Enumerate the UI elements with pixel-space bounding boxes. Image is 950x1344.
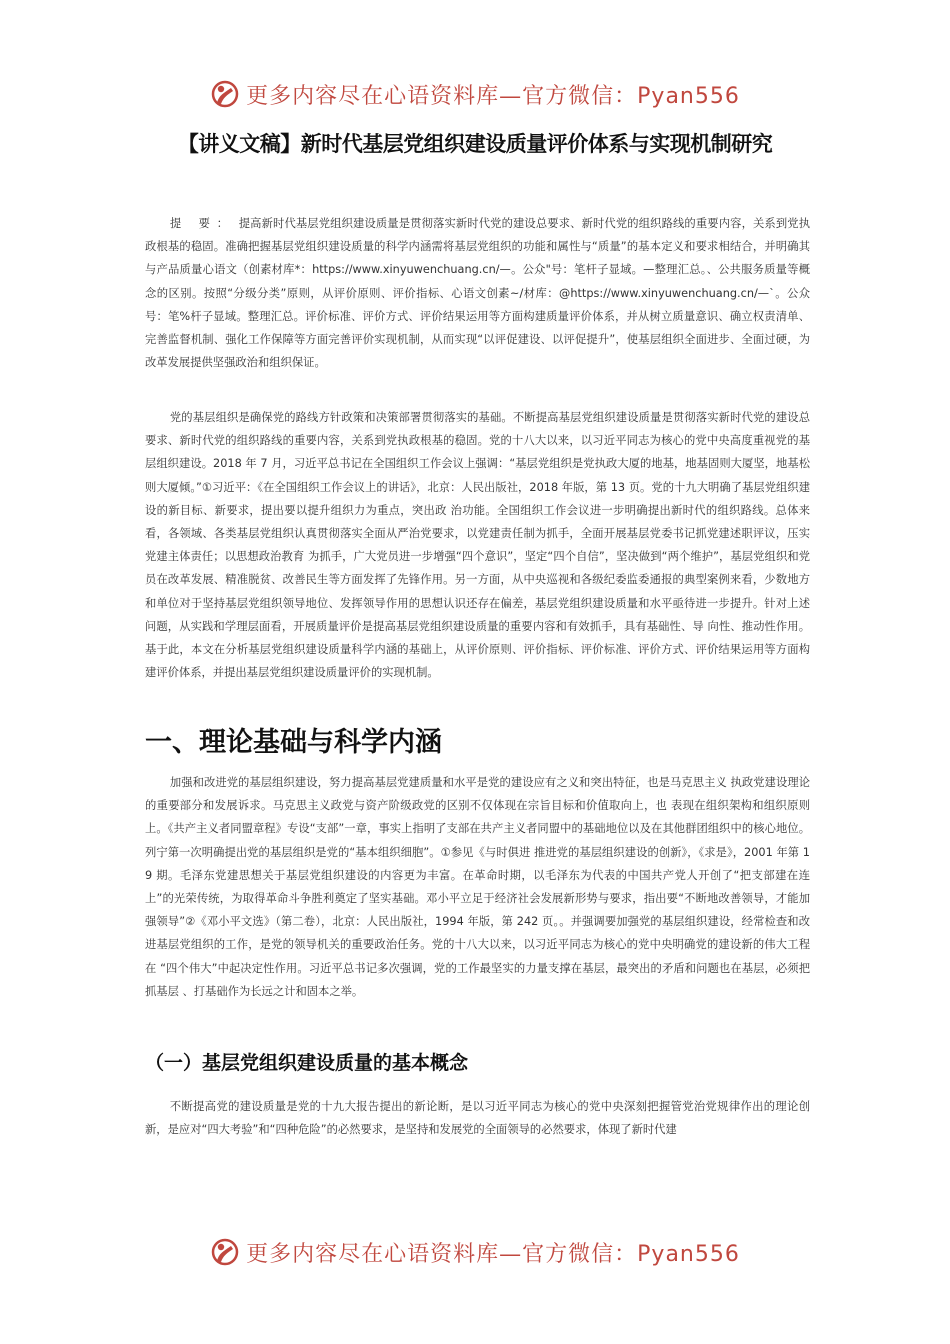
footer-banner: [0, 1232, 950, 1272]
intro-paragraph: 党的基层组织是确保党的路线方针政策和决策部署贯彻落实的基础。不断提高基层党组织建设质量是贯彻落实新时代党的建设总要求、新时代党的组织路线的重要内容，关系到党执政根基的稳固。党的十八大以来，以习近平同志为核心的党中央高度重视党的基层组织建设。2018 年 7 月，习近平总书记在全国组织工作会议上强调：“基层党组织是党执政大厦的地基，地基固则大厦坚，地基松则大厦倾。”①习近平：《在全国组织工作会议上的讲话》，北京：人民出版社，2018 年版，第 13 页。党的十九大明确了基层党组织建设的新目标、新要求，提出要以提升组织力为重点，突出政 治功能。全国组织工作会议进一步明确提出新时代的组织路线。总体来看，各领域、各类基层党组织认真贯彻落实全面从严治党要求，以党建责任制为抓手，全面开展基层党委书记抓党建述职评议，压实党建主体责任；以思想政治教育 为抓手，广大党员进一步增强“四个意识”，坚定“四个自信”，坚决做到“两个维护”，基层党组织和党员在改革发展、精准脱贫、改善民生等方面发挥了先锋作用。另一方面，从中央巡视和各级纪委监委通报的典型案例来看，少数地方和单位对于坚持基层党组织领导地位、发挥领导作用的思想认识还存在偏差，基层党组织建设质量和水平亟待进一步提升。针对上述问题，从实践和学理层面看，开展质量评价是提高基层党组织建设质量的重要内容和有效抓手，具有基础性、导 向性、推动性作用。基于此，本文在分析基层党组织建设质量科学内涵的基础上，从评价原则、评价指标、评价标准、评价方式、评价结果运用等方面构建评价体系，并提出基层党组织建设质量评价的实现机制。: [145, 411, 810, 680]
section1-body: [145, 771, 810, 1003]
document-title: 【讲义文稿】新时代基层党组织建设质量评价体系与实现机制研究: [177, 132, 773, 156]
stylized-figure-logo-icon: [210, 1237, 240, 1267]
subsection1-paragraph: 不断提高党的建设质量是党的十九大报告提出的新论断，是以习近平同志为核心的党中央深刻把握管党治党规律作出的理论创新，是应对“四大考验”和“四种危险”的必然要求，是坚持和发展党的全面领导的必然要求，体现了新时代建: [145, 1100, 810, 1137]
subsection1-heading: （一）基层党组织建设质量的基本概念: [145, 1052, 469, 1074]
abstract-paragraph: [145, 212, 810, 374]
subsection1-body: [145, 1095, 810, 1141]
header-banner: [0, 74, 950, 114]
abstract-text: 提高新时代基层党组织建设质量是贯彻落实新时代党的建设总要求、新时代党的组织路线的重要内容，关系到党执政根基的稳固。准确把握基层党组织建设质量的科学内涵需将基层党组织的功能和属性与“质量”的基本定义和要求相结合，并明确其与产品质量心语文（创素材库*：https://www.xinyuwenchuang.cn/—。公众"号：笔杆子显域。—整理汇总。、公共服务质量等概念的区别。按照“分级分类”原则，从评价原则、评价指标、心语文创素~/材库：@https://www.xinyuwenchuang.cn/—`。公众号：笔%杆子显域。整理汇总。评价标准、评价方式、评价结果运用等方面构建质量评价体系，并从树立质量意识、确立权责清单、完善监督机制、强化工作保障等方面完善评价实现机制，从而实现“以评促建设、以评促提升”，使基层组织全面进步、全面过硬，为改革发展提供坚强政治和组织保证。: [145, 217, 811, 370]
section1: [145, 728, 810, 758]
subsection1: [145, 1050, 810, 1076]
intro-section: [145, 406, 810, 684]
abstract-section: [145, 212, 810, 374]
banner-text: 更多内容尽在心语资料库—官方微信：Pyan556: [246, 1241, 740, 1267]
section1-paragraph: 加强和改进党的基层组织建设，努力提高基层党建质量和水平是党的建设应有之义和突出特征，也是马克思主义 执政党建设理论的重要部分和发展诉求。马克思主义政党与资产阶级政党的区别不仅体现在宗旨目标和价值取向上，也 表现在组织架构和组织原则上。《共产主义者同盟章程》专设“支部”一章，事实上指明了支部在共产主义者同盟中的基础地位以及在其他群团组织中的核心地位。列宁第一次明确提出党的基层组织是党的“基本组织细胞”。①参见《与时俱进 推进党的基层组织建设的创新》，《求是》，2001 年第 19 期。毛泽东党建思想关于基层党组织建设的内容更为丰富。在革命时期，以毛泽东为代表的中国共产党人开创了“把支部建在连上”的光荣传统，为取得革命斗争胜利奠定了坚实基础。邓小平立足于经济社会发展新形势与要求，指出要“不断地改善领导，才能加强领导”②《邓小平文选》（第二卷），北京：人民出版社，1994 年版，第 242 页。。并强调要加强党的基层组织建设，经常检查和改进基层党组织的工作，是党的领导机关的重要政治任务。党的十八大以来，以习近平同志为核心的党中央明确党的建设新的伟大工程在 “四个伟大”中起决定性作用。习近平总书记多次强调，党的工作最坚实的力量支撑在基层，最突出的矛盾和问题也在基层，必须把抓基层 、打基础作为长远之计和固本之举。: [145, 776, 810, 998]
stylized-figure-logo-icon: [210, 79, 240, 109]
abstract-label: 提 要：: [169, 217, 235, 230]
banner-text: 更多内容尽在心语资料库—官方微信：Pyan556: [246, 83, 740, 109]
section1-heading: 一、理论基础与科学内涵: [145, 727, 442, 758]
